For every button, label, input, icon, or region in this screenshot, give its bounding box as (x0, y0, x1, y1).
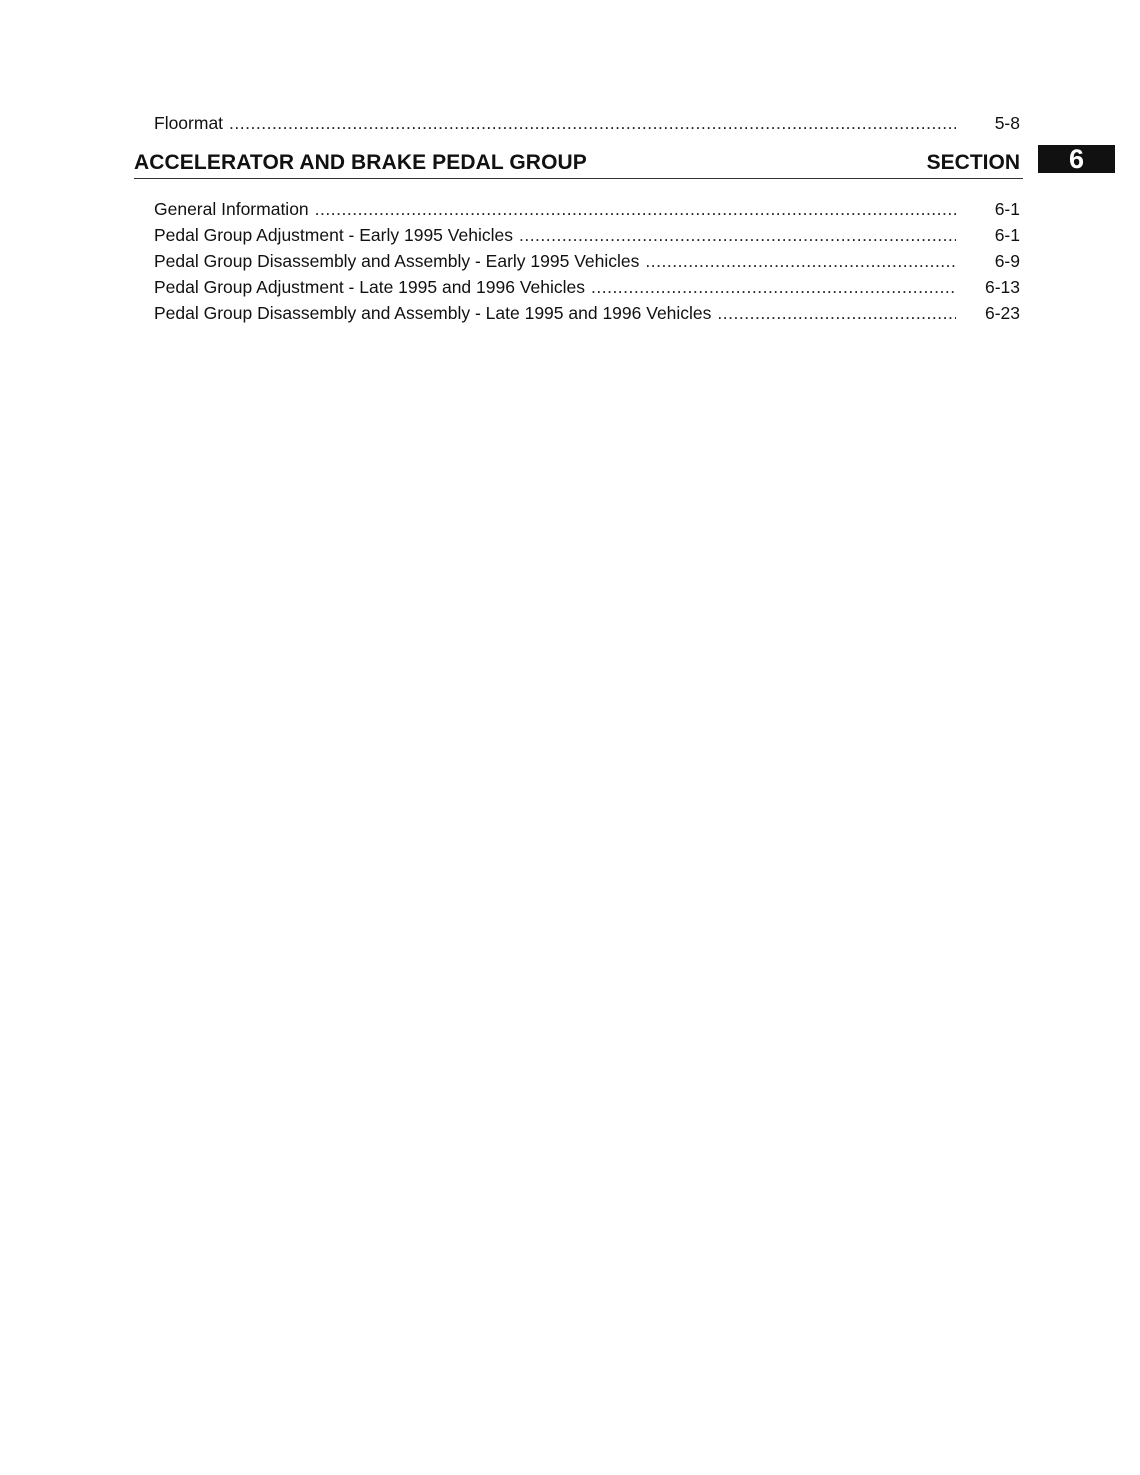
section-number-tab[interactable]: 6 (1038, 145, 1115, 173)
toc-entry[interactable] (154, 248, 1020, 274)
toc-entry-page: 6-9 (994, 251, 1020, 271)
toc-entry-page: 6-1 (994, 199, 1020, 219)
dot-leader (717, 300, 956, 326)
toc-entry[interactable] (154, 196, 1020, 222)
toc-entry-page: 6-23 (984, 303, 1020, 323)
toc-entry-title: Pedal Group Adjustment - Early 1995 Vehicles (154, 225, 513, 245)
toc-entry-title: Pedal Group Adjustment - Late 1995 and 1996 Vehicles (154, 277, 585, 297)
dot-leader (645, 248, 956, 274)
toc-entry-title: General Information (154, 199, 309, 219)
toc-entry-page: 5-8 (994, 113, 1020, 133)
dot-leader (229, 110, 956, 136)
section-header (134, 146, 1023, 179)
toc-entry[interactable] (154, 222, 1020, 248)
dot-leader (591, 274, 956, 300)
toc-entry[interactable] (154, 300, 1020, 326)
toc-entry-floormat[interactable] (154, 110, 1020, 136)
section-label: SECTION (926, 151, 1020, 174)
toc-entry-page: 6-1 (994, 225, 1020, 245)
toc-entry-title: Pedal Group Disassembly and Assembly - Late 1995 and 1996 Vehicles (154, 303, 712, 323)
dot-leader (315, 196, 956, 222)
toc-entry-page: 6-13 (984, 277, 1020, 297)
toc-entry-title: Pedal Group Disassembly and Assembly - Early 1995 Vehicles (154, 251, 640, 271)
toc-entry-title: Floormat (154, 113, 224, 133)
toc-entry[interactable] (154, 274, 1020, 300)
section-title: ACCELERATOR AND BRAKE PEDAL GROUP (134, 151, 587, 174)
dot-leader (519, 222, 956, 248)
